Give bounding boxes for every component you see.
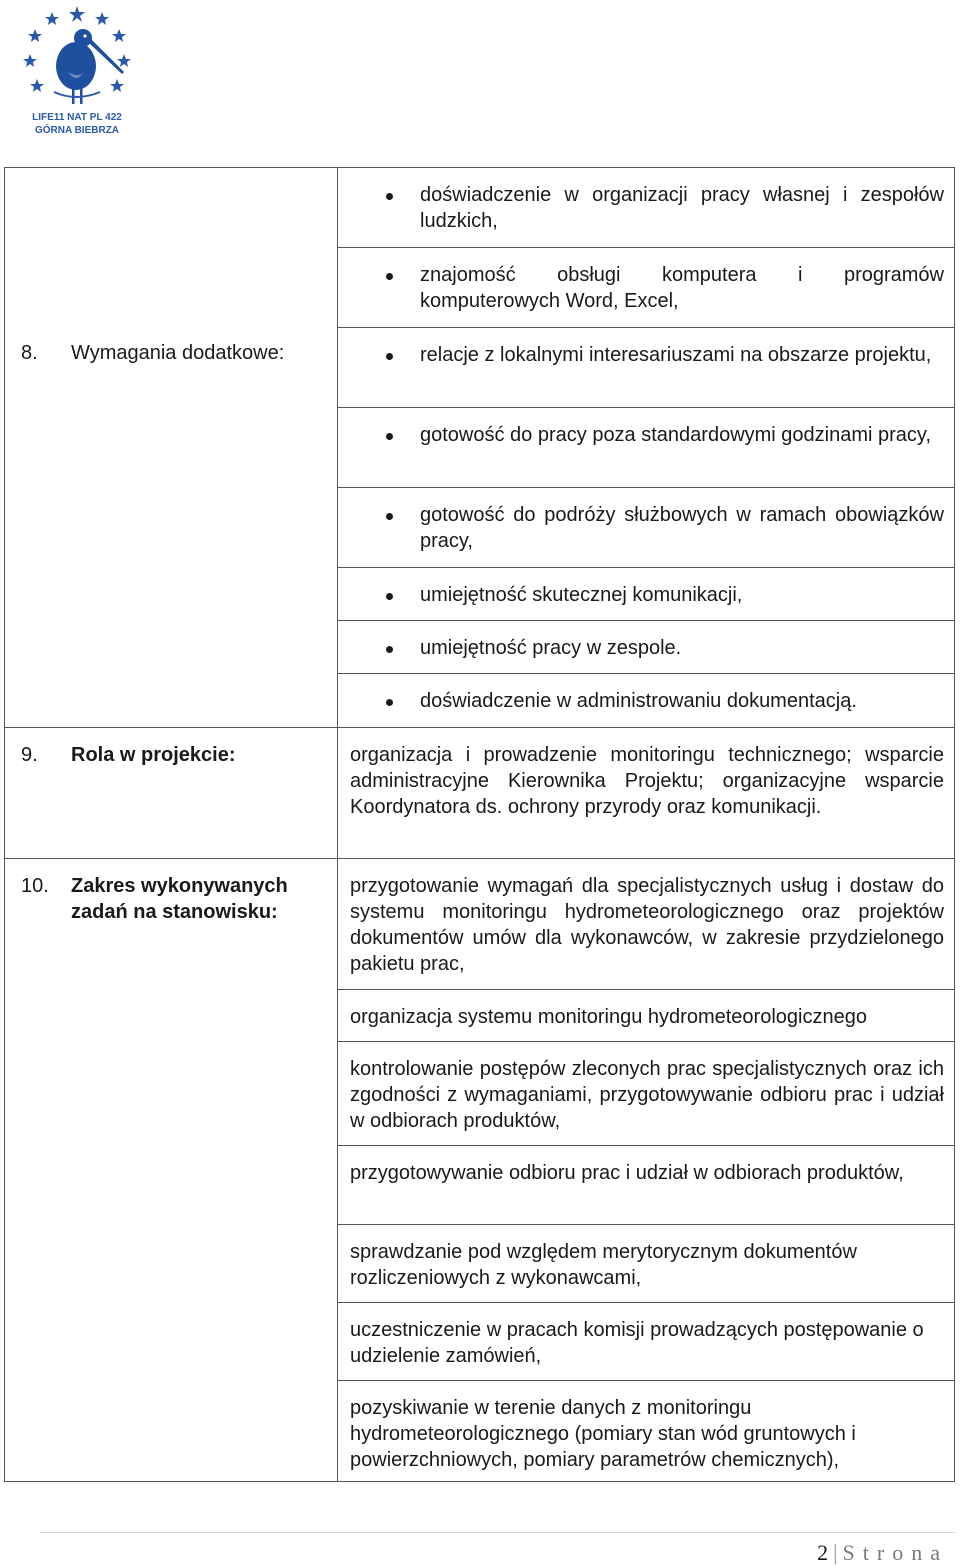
- section-9-label-cell: [5, 728, 338, 859]
- list-item: doświadczenie w administrowaniu dokumentacją.: [338, 674, 954, 714]
- task-text: sprawdzanie pod względem merytorycznym dokumentów rozliczeniowych z wykonawcami,: [350, 1241, 857, 1289]
- table-cell: [338, 990, 955, 1042]
- table-cell: [338, 488, 955, 568]
- table-cell: [338, 1146, 955, 1225]
- section-number: 10.: [21, 875, 49, 897]
- section-label: Wymagania dodatkowe:: [71, 342, 285, 364]
- table-cell: [338, 168, 955, 248]
- table-cell: [338, 1225, 955, 1303]
- table-cell: [338, 859, 955, 990]
- table-row: [5, 859, 955, 990]
- page-footer: [817, 1540, 948, 1566]
- section-10-label-cell: [5, 859, 338, 1482]
- page-word: Strona: [842, 1540, 948, 1565]
- section-8-label-cell: [5, 168, 338, 728]
- list-item: umiejętność skutecznej komunikacji,: [338, 568, 954, 608]
- page-number: 2: [817, 1540, 830, 1565]
- table-cell: [338, 621, 955, 674]
- task-text: kontrolowanie postępów zleconych prac specjalistycznych oraz ich zgodności z wymaganiami, przygotowywanie odbioru prac i udział w odbiorach produktów,: [350, 1058, 944, 1132]
- bird-shape: [54, 29, 124, 104]
- list-item: gotowość do pracy poza standardowymi godzinami pracy,: [338, 408, 954, 448]
- bird-logo-icon: [20, 2, 134, 112]
- list-item: umiejętność pracy w zespole.: [338, 621, 954, 661]
- table-cell: [338, 408, 955, 488]
- table-cell: [338, 674, 955, 728]
- task-text: przygotowanie wymagań dla specjalistycznych usług i dostaw do systemu monitoringu hydrometeorologicznego oraz projektów dokumentów umów dla wykonawców, w zakresie przydzielonego pakietu prac,: [350, 875, 944, 975]
- table-cell: [338, 328, 955, 408]
- table-cell: [338, 248, 955, 328]
- list-item: znajomość obsługi komputera i programów komputerowych Word, Excel,: [338, 248, 954, 314]
- table-row: [5, 168, 955, 248]
- task-text: uczestniczenie w pracach komisji prowadzących postępowanie o udzielenie zamówień,: [350, 1319, 924, 1367]
- task-text: organizacja systemu monitoringu hydrometeorologicznego: [350, 1006, 867, 1028]
- list-item: relacje z lokalnymi interesariuszami na obszarze projektu,: [338, 328, 954, 368]
- footer-divider: [40, 1532, 955, 1533]
- table-cell: [338, 1042, 955, 1146]
- project-logo: [20, 2, 134, 136]
- section-label: Zakres wykonywanych zadań na stanowisku:: [71, 875, 288, 923]
- list-item: gotowość do podróży służbowych w ramach obowiązków pracy,: [338, 488, 954, 554]
- table-row: [5, 728, 955, 859]
- task-text: przygotowywanie odbioru prac i udział w odbiorach produktów,: [350, 1162, 904, 1184]
- logo-line-1: LIFE11 NAT PL 422: [32, 112, 122, 123]
- table-cell: [338, 568, 955, 621]
- footer-separator: |: [833, 1540, 839, 1565]
- requirements-table: [4, 167, 955, 1482]
- task-text: pozyskiwanie w terenie danych z monitoringu hydrometeorologicznego (pomiary stan wód gruntowych i powierzchniowych, pomiary parametrów chemicznych),: [350, 1397, 856, 1471]
- table-cell: [338, 1303, 955, 1381]
- section-number: 9.: [21, 744, 38, 766]
- list-item: doświadczenie w organizacji pracy własnej i zespołów ludzkich,: [338, 168, 954, 234]
- role-text: organizacja i prowadzenie monitoringu technicznego; wsparcie administracyjne Kierownika Projektu; organizacyjne wsparcie Koordynatora ds. ochrony przyrody oraz komunikacji.: [350, 744, 944, 818]
- section-label: Rola w projekcie:: [71, 744, 236, 766]
- logo-line-2: GÓRNA BIEBRZA: [34, 125, 120, 136]
- table-cell: [338, 728, 955, 859]
- table-cell: [338, 1381, 955, 1482]
- section-number: 8.: [21, 342, 38, 364]
